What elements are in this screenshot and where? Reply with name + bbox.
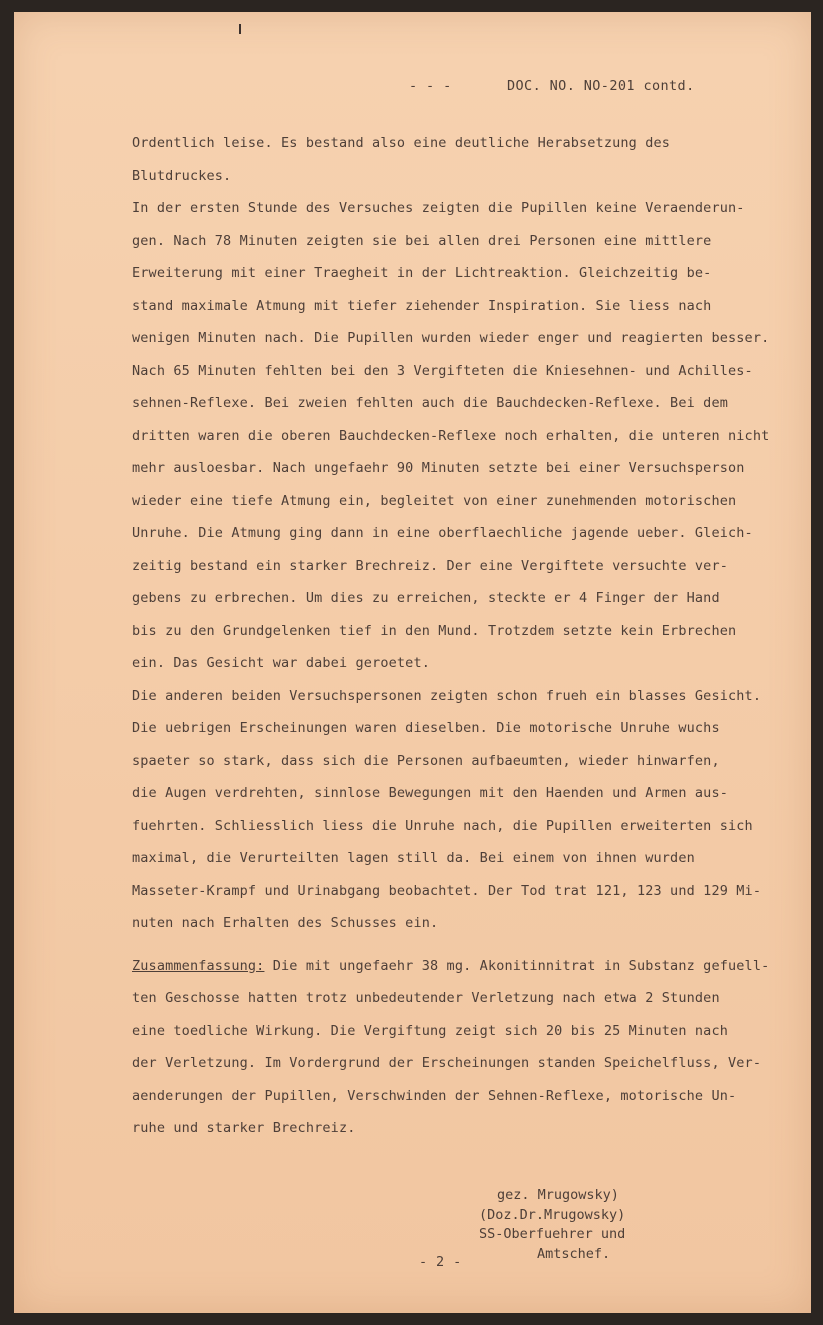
summary-heading: Zusammenfassung: [132, 957, 265, 974]
summary-line-text: Die mit ungefaehr 38 mg. Akonitinnitrat in Substanz gefuell- [264, 957, 770, 974]
body-line: ruhe und starker Brechreiz. [132, 1120, 356, 1136]
margin-mark [239, 24, 241, 34]
body-line: ten Geschosse hatten trotz unbedeutender Verletzung nach etwa 2 Stunden [132, 990, 720, 1006]
document-page [14, 12, 811, 1313]
body-line: dritten waren die oberen Bauchdecken-Reflexe noch erhalten, die unteren nicht [132, 427, 770, 444]
body-line: spaeter so stark, dass sich die Personen aufbaeumten, wieder hinwarfen, [132, 752, 720, 769]
body-line: ein. Das Gesicht war dabei geroetet. [132, 655, 430, 671]
body-line: zeitig bestand ein starker Brechreiz. Der eine Vergiftete versuchte ver- [132, 557, 728, 574]
body-line: nuten nach Erhalten des Schusses ein. [132, 915, 439, 931]
body-line: Nach 65 Minuten fehlten bei den 3 Vergifteten die Kniesehnen- und Achilles- [132, 362, 753, 379]
summary-first-line [132, 955, 782, 988]
signature-title: Amtschef. [537, 1245, 611, 1262]
signature-rank: SS-Oberfuehrer und [479, 1226, 626, 1242]
header-dash: - - - [409, 78, 452, 94]
body-line: die Augen verdrehten, sinnlose Bewegungen mit den Haenden und Armen aus- [132, 785, 728, 801]
body-line: maximal, die Verurteilten lagen still da. Bei einem von ihnen wurden [132, 850, 695, 866]
document-body [132, 132, 782, 1150]
body-line: Blutdruckes. [132, 167, 232, 184]
body-line: Masseter-Krampf und Urinabgang beobachtet. Der Tod trat 121, 123 und 129 Mi- [132, 882, 762, 899]
body-line: wieder eine tiefe Atmung ein, begleitet von einer zunehmenden motorischen [132, 492, 737, 509]
body-line: bis zu den Grundgelenken tief in den Mund. Trotzdem setzte kein Erbrechen [132, 622, 737, 639]
body-line: aenderungen der Pupillen, Verschwinden der Sehnen-Reflexe, motorische Un- [132, 1087, 737, 1104]
body-line: wenigen Minuten nach. Die Pupillen wurden wieder enger und reagierten besser. [132, 330, 770, 346]
body-line: Ordentlich leise. Es bestand also eine deutliche Herabsetzung des [132, 135, 671, 151]
document-reference: DOC. NO. NO-201 contd. [507, 78, 695, 94]
body-line: gebens zu erbrechen. Um dies zu erreichen, steckte er 4 Finger der Hand [132, 590, 720, 606]
body-line: sehnen-Reflexe. Bei zweien fehlten auch die Bauchdecken-Reflexe. Bei dem [132, 395, 728, 411]
body-line: stand maximale Atmung mit tiefer ziehender Inspiration. Sie liess nach [132, 297, 712, 314]
signature-name: (Doz.Dr.Mrugowsky) [479, 1206, 626, 1223]
body-line: Die uebrigen Erscheinungen waren dieselben. Die motorische Unruhe wuchs [132, 720, 720, 736]
signature-block [479, 1186, 625, 1264]
body-line: Unruhe. Die Atmung ging dann in eine oberflaechliche jagende ueber. Gleich- [132, 525, 753, 541]
body-line: eine toedliche Wirkung. Die Vergiftung zeigt sich 20 bis 25 Minuten nach [132, 1022, 728, 1039]
body-line: mehr ausloesbar. Nach ungefaehr 90 Minuten setzte bei einer Versuchsperson [132, 460, 745, 476]
body-line: gen. Nach 78 Minuten zeigten sie bei allen drei Personen eine mittlere [132, 232, 712, 249]
body-line: fuehrten. Schliesslich liess die Unruhe nach, die Pupillen erweiterten sich [132, 817, 753, 834]
signature-line: gez. Mrugowsky) [497, 1187, 619, 1203]
body-line: Erweiterung mit einer Traegheit in der Lichtreaktion. Gleichzeitig be- [132, 265, 712, 281]
body-line: In der ersten Stunde des Versuches zeigten die Pupillen keine Veraenderun- [132, 200, 745, 216]
body-line: der Verletzung. Im Vordergrund der Erscheinungen standen Speichelfluss, Ver- [132, 1055, 762, 1071]
page-number: - 2 - [419, 1254, 462, 1270]
body-line: Die anderen beiden Versuchspersonen zeigten schon frueh ein blasses Gesicht. [132, 687, 762, 704]
